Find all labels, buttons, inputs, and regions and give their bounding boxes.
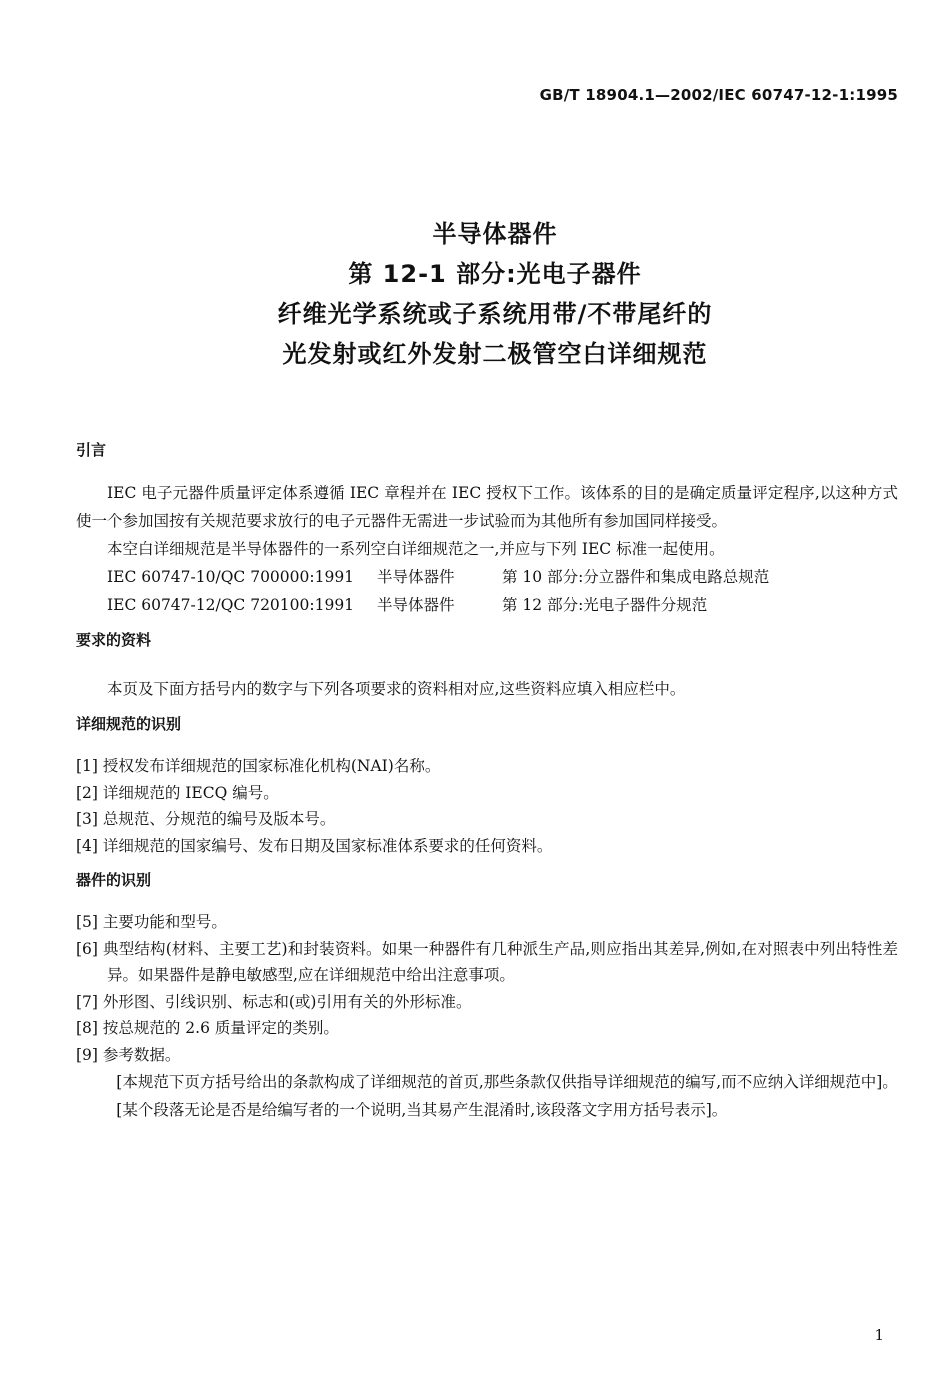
editor-note: [某个段落无论是否是给编写者的一个说明,当其易产生混淆时,该段落文字用方括号表示]。: [116, 1101, 728, 1119]
reference-desc: 第 12 部分:光电子器件分规范: [502, 596, 708, 614]
list-item: [9] 参考数据。: [76, 1045, 181, 1064]
reference-line: [76, 563, 898, 591]
document-body: [76, 437, 898, 1124]
required-info-heading: 要求的资料: [76, 631, 152, 649]
title-line-4: 光发射或红外发射二极管空白详细规范: [282, 340, 708, 368]
reference-name: 半导体器件: [377, 596, 455, 614]
title-line-1: 半导体器件: [432, 220, 558, 248]
intro-paragraph-1: IEC 电子元器件质量评定体系遵循 IEC 章程并在 IEC 授权下工作。该体系的目的是确定质量评定程序,以这种方式使一个参加国按有关规范要求放行的电子元器件无需进一步试验而为其他所有参加国同样接受。: [76, 484, 898, 530]
list-item: [3] 总规范、分规范的编号及版本号。: [76, 810, 336, 828]
reference-code: IEC 60747-10/QC 700000:1991: [107, 568, 355, 586]
required-info-paragraph: 本页及下面方括号内的数字与下列各项要求的资料相对应,这些资料应填入相应栏中。: [107, 680, 686, 698]
reference-desc: 第 10 部分:分立器件和集成电路总规范: [502, 568, 770, 586]
list-item: [6] 典型结构(材料、主要工艺)和封装资料。如果一种器件有几种派生产品,则应指出其差异,例如,在对照表中列出特性差异。如果器件是静电敏感型,应在详细规范中给出注意事项。: [76, 939, 898, 984]
page-number: 1: [874, 1326, 884, 1344]
intro-heading: 引言: [76, 441, 107, 459]
list-item: [8] 按总规范的 2.6 质量评定的类别。: [76, 1019, 339, 1037]
title-line-2: 第 12-1 部分:光电子器件: [348, 260, 642, 288]
document-title: [0, 214, 950, 374]
standard-number: GB/T 18904.1—2002/IEC 60747-12-1:1995: [539, 86, 898, 104]
intro-paragraph-2: 本空白详细规范是半导体器件的一系列空白详细规范之一,并应与下列 IEC 标准一起使用。: [107, 540, 725, 558]
list-item: [5] 主要功能和型号。: [76, 913, 227, 931]
list-item: [4] 详细规范的国家编号、发布日期及国家标准体系要求的任何资料。: [76, 836, 553, 855]
editor-note: [本规范下页方括号给出的条款构成了详细规范的首页,那些条款仅供指导详细规范的编写,而不应纳入详细规范中]。: [116, 1073, 898, 1091]
reference-name: 半导体器件: [377, 568, 455, 586]
reference-line: [76, 591, 898, 619]
spec-identification-heading: 详细规范的识别: [76, 715, 182, 733]
list-item: [2] 详细规范的 IECQ 编号。: [76, 783, 279, 802]
list-item: [7] 外形图、引线识别、标志和(或)引用有关的外形标准。: [76, 992, 472, 1011]
title-line-3: 纤维光学系统或子系统用带/不带尾纤的: [277, 300, 713, 328]
device-identification-heading: 器件的识别: [76, 871, 152, 889]
reference-code: IEC 60747-12/QC 720100:1991: [107, 596, 355, 614]
list-item: [1] 授权发布详细规范的国家标准化机构(NAI)名称。: [76, 757, 441, 775]
